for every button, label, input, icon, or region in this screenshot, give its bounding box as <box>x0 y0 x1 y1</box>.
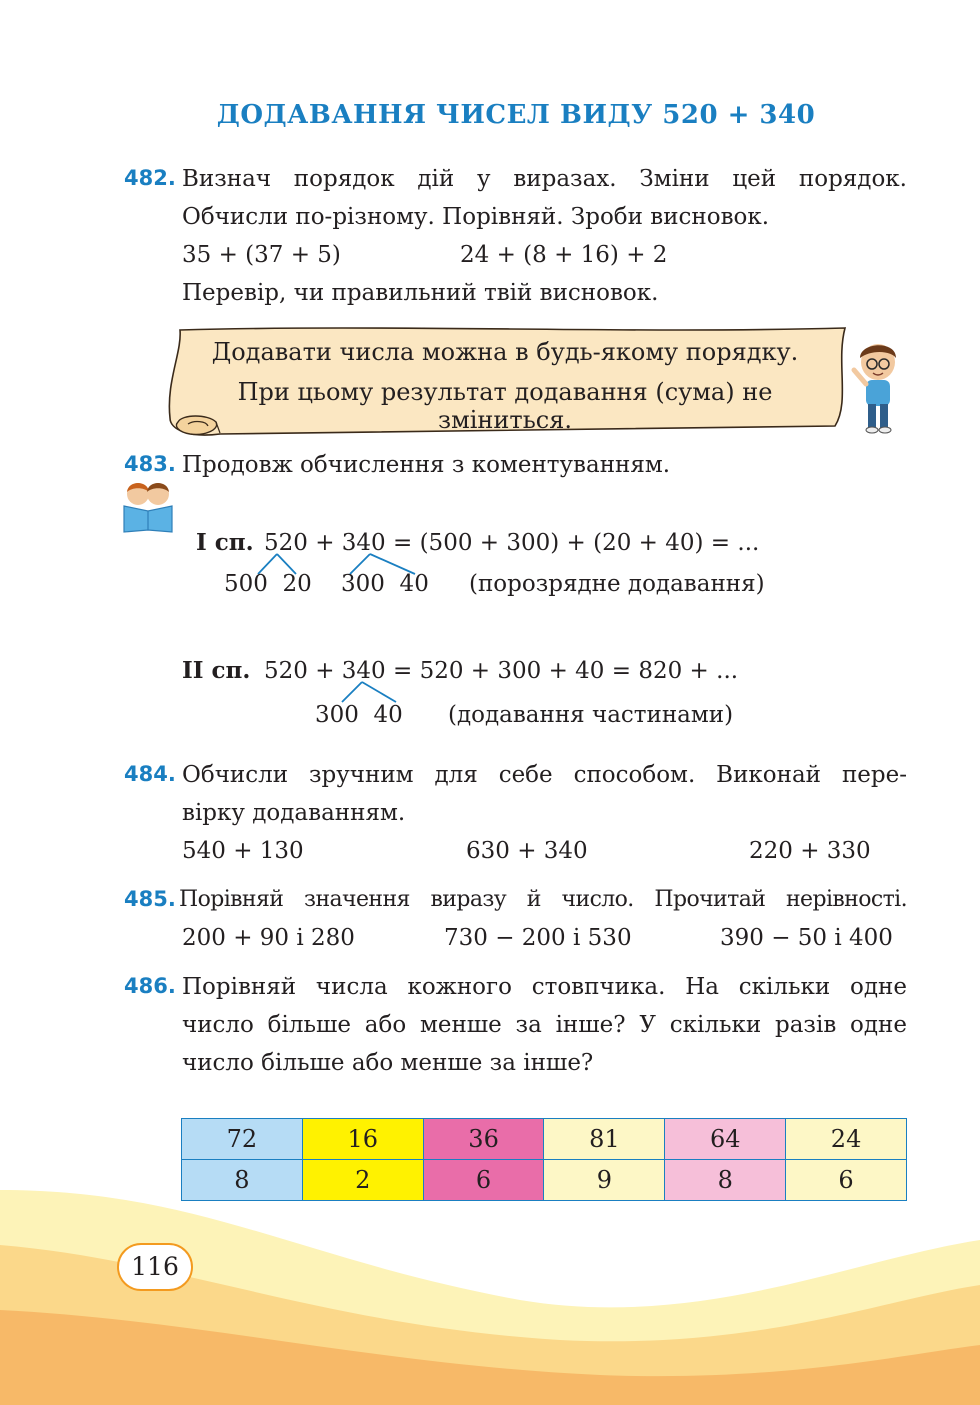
table-cell: 64 <box>665 1119 786 1160</box>
table-cell: 2 <box>302 1160 423 1201</box>
ex483-text: Продовж обчислення з коментуванням. <box>182 452 671 478</box>
ex485-expression-1: 200 + 90 і 280 <box>182 925 355 951</box>
table-cell: 36 <box>423 1119 544 1160</box>
table-row <box>182 1119 907 1160</box>
kids-reading-icon <box>120 478 176 534</box>
ex484-expression-1: 540 + 130 <box>182 838 304 864</box>
way1-expression: 520 + 340 = (500 + 300) + (20 + 40) = ... <box>264 530 760 556</box>
ex482-line2: Обчисли по-різному. Порівняй. Зроби висновок. <box>182 204 770 230</box>
table-cell: 16 <box>302 1119 423 1160</box>
table-cell: 9 <box>544 1160 665 1201</box>
exercise-number-484: 484. <box>124 762 176 786</box>
table-cell: 24 <box>786 1119 907 1160</box>
numbers-table <box>181 1118 907 1201</box>
exercise-number-485: 485. <box>124 887 176 911</box>
exercise-number-483: 483. <box>124 452 176 476</box>
way2-label: ІІ сп. <box>182 657 251 684</box>
ex486-line3: число більше або менше за інше? <box>182 1050 594 1076</box>
boy-teacher-illustration <box>846 340 906 436</box>
exercise-number-482: 482. <box>124 166 176 190</box>
table-cell: 6 <box>423 1160 544 1201</box>
ex482-expression-1: 35 + (37 + 5) <box>182 242 341 268</box>
ex484-line2: вірку додаванням. <box>182 800 406 826</box>
way2-note: (додавання частинами) <box>448 702 734 728</box>
ex484-expression-3: 220 + 330 <box>749 838 871 864</box>
way1-note: (порозрядне додавання) <box>469 571 765 597</box>
ex486-line1: Порівняй числа кожного стовпчика. На скільки одне <box>182 974 907 1000</box>
ex486-line2: число більше або менше за інше? У скільки разів одне <box>182 1012 907 1038</box>
ex485-expression-2: 730 − 200 і 530 <box>444 925 632 951</box>
table-cell: 72 <box>182 1119 303 1160</box>
table-row <box>182 1160 907 1201</box>
table-cell: 81 <box>544 1119 665 1160</box>
ex484-line1: Обчисли зручним для себе способом. Виконай пере- <box>182 762 907 788</box>
exercise-number-486: 486. <box>124 974 176 998</box>
ex482-line1: Визнач порядок дій у виразах. Зміни цей порядок. <box>182 166 907 192</box>
ex482-expression-2: 24 + (8 + 16) + 2 <box>460 242 668 268</box>
way1-label: І сп. <box>196 529 254 556</box>
ex484-expression-2: 630 + 340 <box>466 838 588 864</box>
rule-line-2: При цьому результат додавання (сума) не зміниться. <box>237 378 773 434</box>
rule-line-1: Додавати числа можна в будь-якому порядку. <box>211 338 799 366</box>
ex485-line1: Порівняй значення виразу й число. Прочитай нерівності. <box>179 887 907 912</box>
table-cell: 8 <box>182 1160 303 1201</box>
ex485-expression-3: 390 − 50 і 400 <box>720 925 893 951</box>
page-title: ДОДАВАННЯ ЧИСЕЛ ВИДУ 520 + 340 <box>216 100 816 130</box>
table-cell: 6 <box>786 1160 907 1201</box>
page-number: 116 <box>117 1243 193 1291</box>
way1-split-parts: 500 20 300 40 <box>224 571 429 597</box>
table-cell: 8 <box>665 1160 786 1201</box>
way2-split-parts: 300 40 <box>315 702 403 728</box>
ex482-line4: Перевір, чи правильний твій висновок. <box>182 280 659 306</box>
way2-expression: 520 + 340 = 520 + 300 + 40 = 820 + ... <box>264 658 739 684</box>
